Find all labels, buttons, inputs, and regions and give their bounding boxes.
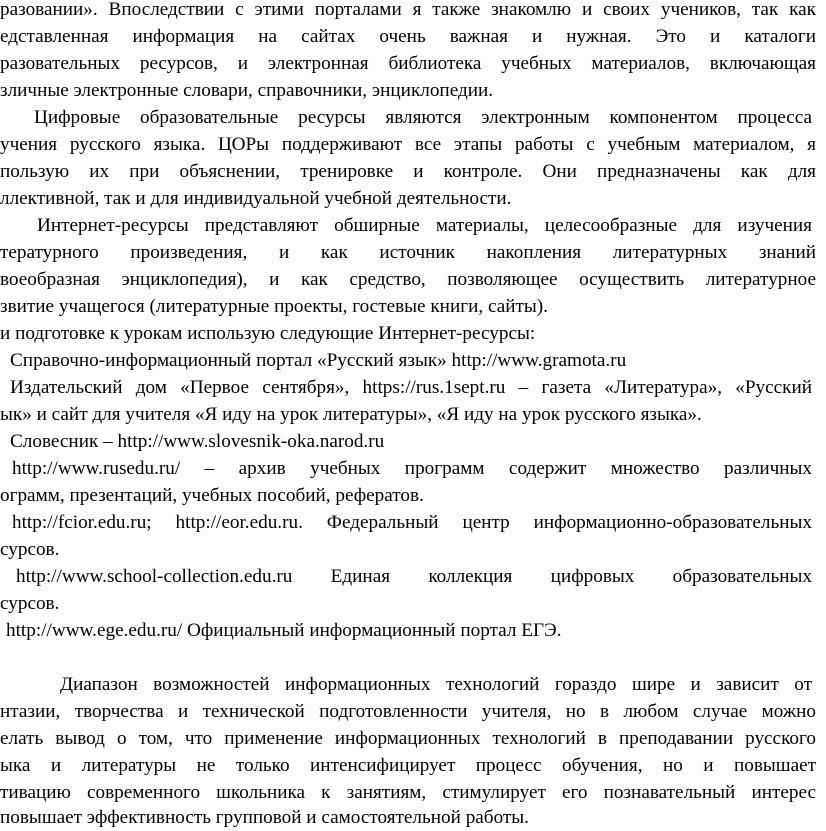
text-line: сурсов. xyxy=(0,593,60,614)
text-line: ллективной, так и для индивидуальной учебной деятельности. xyxy=(0,188,512,209)
text-line: нтазии, творчества и технической подготовленности учителя, но в любом случае можно xyxy=(0,701,816,722)
text-line: едставленная информация на сайтах очень важная и нужная. Это и каталоги xyxy=(0,26,816,47)
text-line: и подготовке к урокам использую следующие Интернет-ресурсы: xyxy=(0,323,536,344)
paragraph-start-line: Диапазон возможностей информационных технологий гораздо шире и зависит от xyxy=(60,674,812,695)
text-line: елать вывод о том, что применение информационных технологий в преподавании русского xyxy=(0,728,816,749)
text-line: ограмм, презентаций, учебных пособий, рефератов. xyxy=(0,485,424,506)
paragraph-start-line: Цифровые образовательные ресурсы являются электронным компонентом процесса xyxy=(34,107,812,128)
text-line: тературного произведения, и как источник накопления литературных знаний xyxy=(0,242,816,263)
list-item: Словесник – http://www.slovesnik-oka.narod.ru xyxy=(10,431,385,452)
list-item: http://www.school-collection.edu.ru Единая коллекция цифровых образовательных xyxy=(16,566,812,587)
list-item: http://www.rusedu.ru/ – архив учебных программ содержит множество различных xyxy=(12,458,812,479)
text-line: разовании». Впоследствии с этими порталами я также знакомлю и своих учеников, так как xyxy=(0,0,816,20)
list-item: http://www.ege.edu.ru/ Официальный информационный портал ЕГЭ. xyxy=(6,620,562,641)
text-line: разовательных ресурсов, и электронная библиотека учебных материалов, включающая xyxy=(0,53,816,74)
text-line: тивацию современного школьника к занятиям, стимулирует его познавательный интерес xyxy=(0,782,816,803)
text-line: зличные электронные словари, справочники, энциклопедии. xyxy=(0,80,494,101)
text-line: ыка и литературы не только интенсифицирует процесс обучения, но и повышает xyxy=(0,755,816,776)
paragraph-start-line: Интернет-ресурсы представляют обширные материалы, целесообразные для изучения xyxy=(37,215,812,236)
text-line: сурсов. xyxy=(0,539,60,560)
text-line: ык» и сайт для учителя «Я иду на урок литературы», «Я иду на урок русского языка». xyxy=(0,404,702,425)
list-item: Издательский дом «Первое сентября», https://rus.1sept.ru – газета «Литература», «Русский xyxy=(10,377,812,398)
list-item: Справочно-информационный портал «Русский язык» http://www.gramota.ru xyxy=(10,350,627,371)
text-line: повышает эффективность групповой и самостоятельной работы. xyxy=(0,807,529,828)
list-item: http://fcior.edu.ru; http://eor.edu.ru. Федеральный центр информационно-образовательных xyxy=(12,512,812,533)
text-line: звитие учащегося (литературные проекты, гостевые книги, сайты). xyxy=(0,296,548,317)
text-line: пользую их при объяснении, тренировке и контроле. Они предназначены как для xyxy=(0,161,816,182)
text-line: воеобразная энциклопедия), и как средство, позволяющее осуществить литературное xyxy=(0,269,816,290)
text-line: учения русского языка. ЦОРы поддерживают все этапы работы с учебным материалом, я xyxy=(0,134,816,155)
